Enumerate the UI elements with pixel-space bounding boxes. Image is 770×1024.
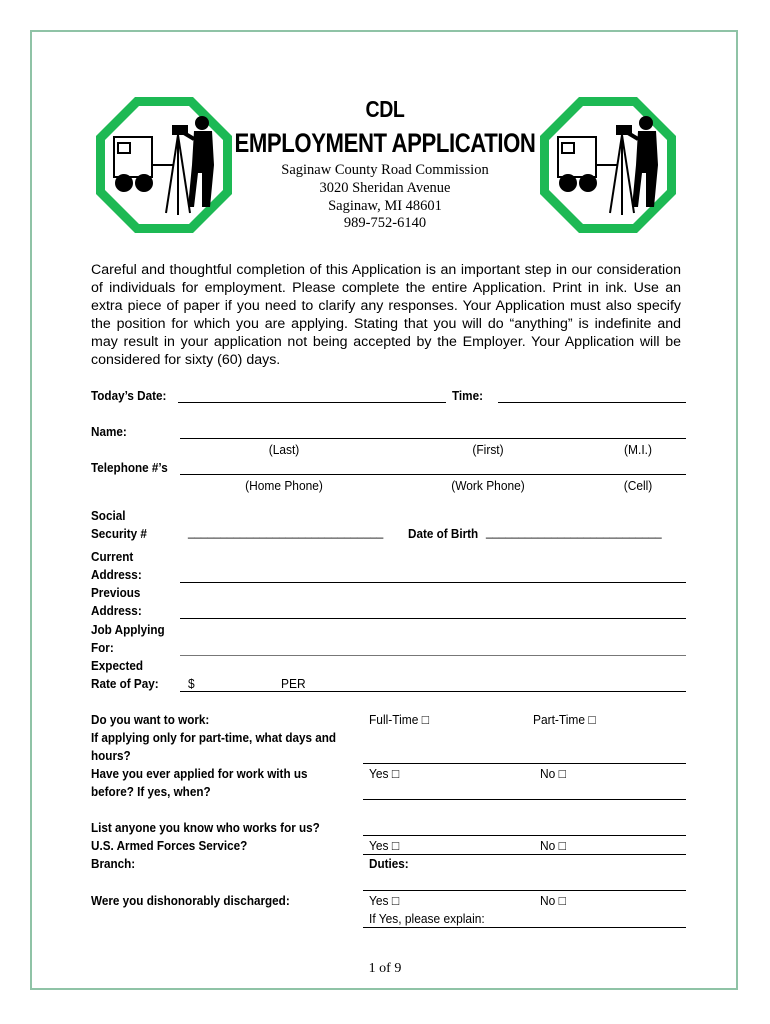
name-mi-caption: (M.I.)	[624, 442, 652, 457]
rate-of-pay-field[interactable]	[180, 691, 686, 692]
applied-yes-checkbox[interactable]: Yes □	[369, 766, 400, 781]
current-address-label: Address:	[91, 567, 142, 582]
name-last-caption: (Last)	[268, 442, 300, 457]
job-for-label: For:	[91, 640, 114, 655]
part-time-days-field[interactable]	[363, 763, 686, 764]
name-first-caption: (First)	[472, 442, 504, 457]
org-name: Saginaw County Road Commission	[281, 162, 489, 178]
page-number: 1 of 9	[368, 961, 402, 976]
want-work-label: Do you want to work:	[91, 712, 210, 727]
duties-field[interactable]	[363, 890, 686, 891]
previous-address-label: Address:	[91, 603, 142, 618]
ssn-field[interactable]: ______________________________	[188, 524, 384, 539]
title-cdl: CDL	[365, 96, 405, 122]
rate-of-pay-label: Rate of Pay:	[91, 676, 159, 691]
previous-address-field[interactable]	[180, 618, 686, 619]
armed-forces-label: U.S. Armed Forces Service?	[91, 838, 248, 853]
job-field[interactable]	[180, 655, 686, 656]
full-time-checkbox[interactable]: Full-Time □	[369, 712, 429, 727]
time-label: Time:	[452, 388, 483, 403]
previous-label: Previous	[91, 585, 141, 600]
armed-yes-checkbox[interactable]: Yes □	[369, 838, 400, 853]
job-applying-label: Job Applying	[91, 622, 165, 637]
dob-label: Date of Birth	[408, 526, 479, 541]
list-anyone-label: List anyone you know who works for us?	[91, 820, 320, 835]
duties-label: Duties:	[369, 856, 409, 871]
org-city: Saginaw, MI 48601	[328, 198, 442, 214]
applied-before-line1: Have you ever applied for work with us	[91, 766, 308, 781]
time-field[interactable]	[498, 402, 686, 403]
branch-label: Branch:	[91, 856, 136, 871]
applied-before-line2: before? If yes, when?	[91, 784, 211, 799]
title-employment-application: EMPLOYMENT APPLICATION	[234, 128, 536, 158]
explain-field[interactable]	[363, 927, 686, 928]
per-label: PER	[281, 676, 306, 691]
part-time-question-line2: hours?	[91, 748, 131, 763]
cell-caption: (Cell)	[623, 478, 653, 493]
social-label: Social	[91, 508, 126, 523]
org-street: 3020 Sheridan Avenue	[319, 180, 451, 196]
if-yes-explain-label: If Yes, please explain:	[369, 911, 485, 926]
list-anyone-field[interactable]	[363, 835, 686, 836]
applied-no-checkbox[interactable]: No □	[540, 766, 566, 781]
work-phone-caption: (Work Phone)	[451, 478, 525, 493]
name-label: Name:	[91, 424, 127, 439]
applied-when-field[interactable]	[363, 799, 686, 800]
security-label: Security #	[91, 526, 147, 541]
intro-paragraph: Careful and thoughtful completion of this Application is an important step in our consideration of individuals for employment. Please complete the entire Application. Print in ink. Use an extra piece of paper if you need to clarify any responses. Your Application must also specify the position for which you are applying. Stating that you will do “anything” is indefinite and may result in your application not being accepted by the Employer. Your Application will be considered for sixty (60) days.	[91, 262, 681, 368]
org-phone: 989-752-6140	[343, 215, 427, 231]
armed-forces-divider	[363, 854, 686, 855]
telephone-label: Telephone #’s	[91, 460, 168, 475]
armed-no-checkbox[interactable]: No □	[540, 838, 566, 853]
discharged-yes-checkbox[interactable]: Yes □	[369, 893, 400, 908]
discharged-label: Were you dishonorably discharged:	[91, 893, 290, 908]
telephone-field[interactable]	[180, 474, 686, 475]
home-phone-caption: (Home Phone)	[245, 478, 323, 493]
part-time-question-line1: If applying only for part-time, what days and	[91, 730, 337, 745]
todays-date-field[interactable]	[178, 402, 446, 403]
discharged-no-checkbox[interactable]: No □	[540, 893, 566, 908]
part-time-checkbox[interactable]: Part-Time □	[533, 712, 596, 727]
name-field[interactable]	[180, 438, 686, 439]
dollar-sign: $	[188, 676, 195, 691]
current-address-field[interactable]	[180, 582, 686, 583]
todays-date-label: Today’s Date:	[91, 388, 167, 403]
expected-label: Expected	[91, 658, 144, 673]
current-label: Current	[91, 549, 134, 564]
dob-field[interactable]: ___________________________	[486, 524, 662, 539]
